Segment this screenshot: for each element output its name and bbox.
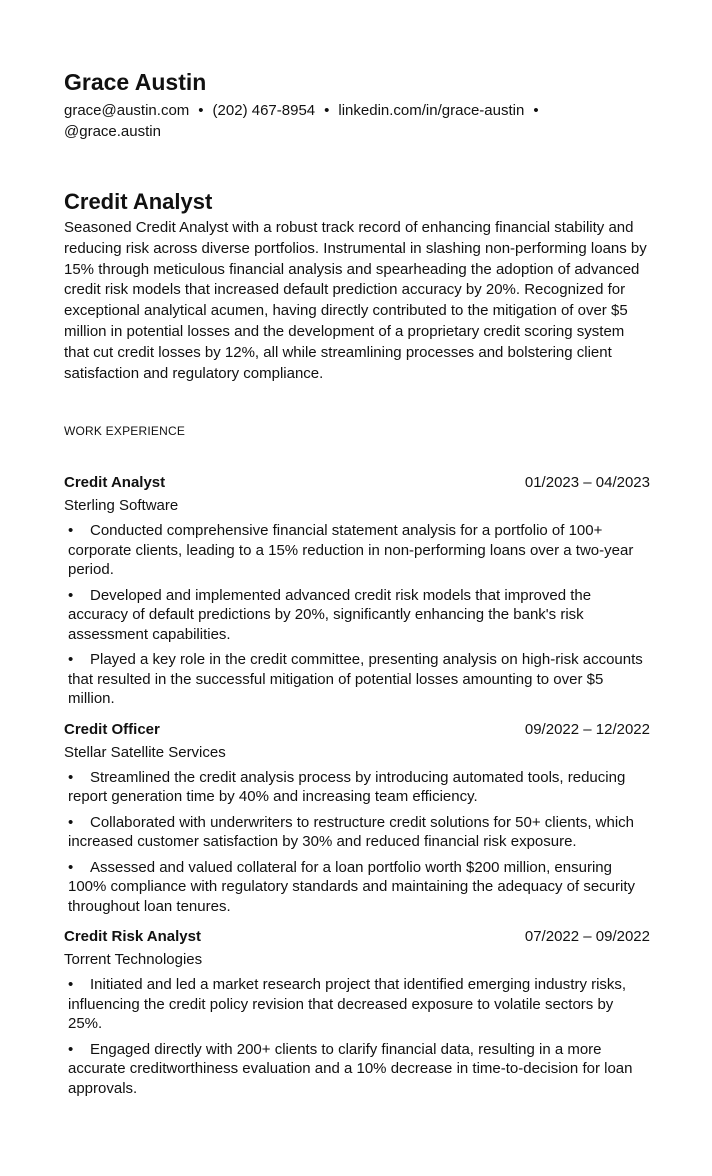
bullet-text: Assessed and valued collateral for a loan portfolio worth $200 million, ensuring 100% compliance with regulatory standards and maintaining the adequacy of security throughout loan tenures. — [68, 858, 635, 915]
jobs-list — [64, 472, 650, 1098]
list-item — [68, 650, 650, 709]
separator: • — [533, 102, 539, 119]
list-item — [68, 975, 650, 1034]
bullet-icon: • — [68, 1040, 74, 1058]
bullet-list — [64, 768, 650, 917]
job-dates: 09/2022 – 12/2022 — [524, 720, 650, 738]
bullet-text: Engaged directly with 200+ clients to clarify financial data, resulting in a more accurate creditworthiness evaluation and a 10% decrease in time-to-decision for loan approvals. — [68, 1040, 633, 1097]
bullet-text: Played a key role in the credit committee, presenting analysis on high-risk accounts that resulted in the successful mitigation of potential losses amounting to over $5 million. — [68, 651, 643, 708]
bullet-list — [64, 521, 650, 709]
bullet-list — [64, 975, 650, 1098]
list-item — [68, 768, 650, 807]
job-title: Credit Officer — [64, 720, 160, 738]
bullet-icon: • — [68, 768, 74, 786]
bullet-icon: • — [68, 858, 74, 876]
list-item — [68, 858, 650, 917]
section-work-experience: WORK EXPERIENCE — [64, 424, 186, 439]
bullet-icon: • — [68, 522, 74, 540]
bullet-text: Developed and implemented advanced credit risk models that improved the accuracy of default predictions by 20%, significantly enhancing the bank's risk assessment capabilities. — [68, 586, 592, 643]
bullet-icon: • — [68, 813, 74, 831]
list-item — [68, 1040, 650, 1099]
separator: • — [198, 102, 204, 119]
contact-line — [64, 100, 650, 142]
bullet-text: Initiated and led a market research project that identified emerging industry risks, influencing the credit policy revision that decreased exposure to volatile sectors by 25%. — [68, 976, 627, 1033]
bullet-icon: • — [68, 586, 74, 604]
phone: (202) 467-8954 — [212, 102, 316, 119]
job-dates: 07/2022 – 09/2022 — [524, 928, 650, 946]
email: grace@austin.com — [64, 102, 190, 119]
bullet-icon: • — [68, 651, 74, 669]
bullet-text: Streamlined the credit analysis process by introducing automated tools, reducing report generation time by 40% and increasing team efficiency. — [68, 768, 626, 806]
list-item — [68, 813, 650, 852]
company: Stellar Satellite Services — [64, 743, 226, 761]
list-item — [68, 586, 650, 645]
separator: • — [324, 102, 330, 119]
job-entry — [64, 472, 650, 709]
candidate-name: Grace Austin — [64, 69, 207, 95]
resume — [64, 68, 650, 1108]
job-title: Credit Analyst — [64, 474, 166, 492]
job-title-heading: Credit Analyst — [64, 189, 213, 214]
job-entry — [64, 719, 650, 917]
company: Sterling Software — [64, 497, 179, 515]
job-dates: 01/2023 – 04/2023 — [524, 474, 650, 492]
handle: @grace.austin — [64, 123, 161, 140]
linkedin: linkedin.com/in/grace-austin — [338, 102, 525, 119]
bullet-text: Collaborated with underwriters to restructure credit solutions for 50+ clients, which increased customer satisfaction by 30% and reduced financial risk exposure. — [68, 813, 634, 851]
job-entry — [64, 926, 650, 1098]
company: Torrent Technologies — [64, 951, 203, 969]
summary: Seasoned Credit Analyst with a robust track record of enhancing financial stability and reducing risk across diverse portfolios. Instrumental in slashing non-performing loans by 15% through meticulous financial analysis and spearheading the adoption of advanced credit risk models that increased default prediction accuracy by 20%. Recognized for exceptional analytical acumen, having directly contributed to the mitigation of over $5 million in potential losses and the development of a proprietary credit scoring system that cut credit losses by 12%, all while streamlining processes and bolstering client satisfaction and regulatory compliance. — [64, 219, 647, 382]
bullet-icon: • — [68, 976, 74, 994]
bullet-text: Conducted comprehensive financial statement analysis for a portfolio of 100+ corporate clients, leading to a 15% reduction in non-performing loans over a two-year period. — [68, 522, 634, 579]
job-title: Credit Risk Analyst — [64, 928, 201, 946]
list-item — [68, 521, 650, 580]
